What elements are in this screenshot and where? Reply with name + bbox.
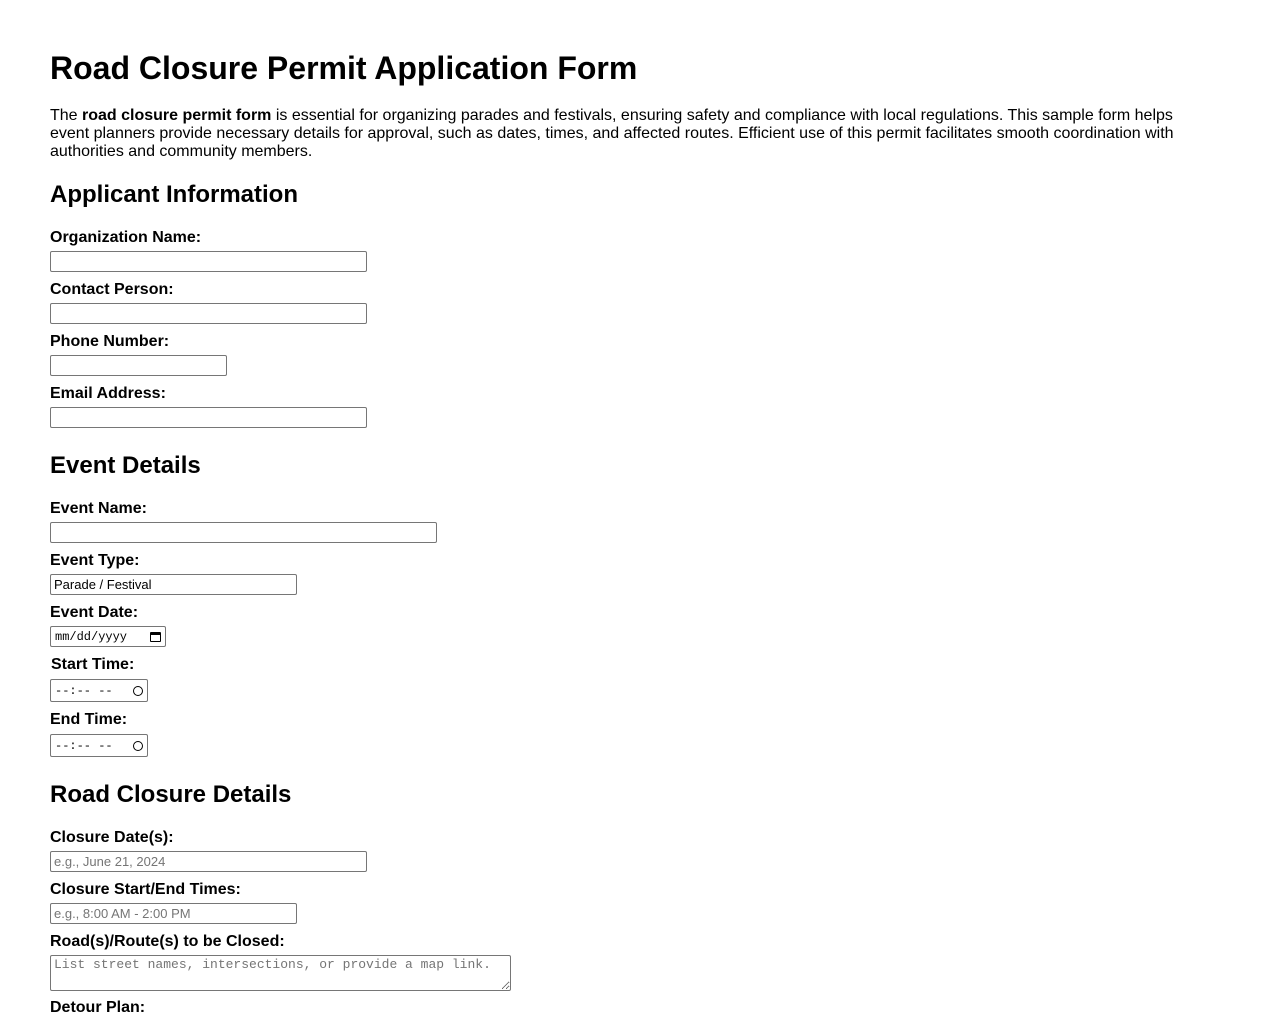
phone-label: Phone Number: (50, 333, 170, 350)
closure-dates-input[interactable] (50, 851, 367, 872)
contact-label: Contact Person: (50, 281, 174, 298)
clock-icon[interactable] (133, 741, 143, 751)
event-date-input[interactable] (50, 626, 166, 647)
event-name-label: Event Name: (50, 500, 147, 517)
start-time-input[interactable] (50, 679, 148, 702)
end-time-input[interactable] (50, 734, 148, 757)
closure-heading: Road Closure Details (50, 781, 292, 808)
event-type-input[interactable] (50, 574, 297, 595)
org-label: Organization Name: (50, 229, 202, 246)
calendar-icon[interactable] (150, 632, 161, 642)
page-title: Road Closure Permit Application Form (50, 50, 638, 86)
event-type-label: Event Type: (50, 552, 140, 569)
date-placeholder: mm/dd/yyyy (55, 629, 128, 644)
roads-textarea[interactable] (50, 955, 511, 991)
intro-before: The (50, 107, 83, 124)
detour-label: Detour Plan: (50, 999, 146, 1016)
time-placeholder: --:-- -- (55, 683, 113, 698)
event-date-label: Event Date: (50, 604, 139, 621)
applicant-heading: Applicant Information (50, 181, 298, 208)
intro-text (50, 107, 1190, 161)
event-name-input[interactable] (50, 522, 437, 543)
phone-input[interactable] (50, 355, 227, 376)
closure-dates-label: Closure Date(s): (50, 829, 174, 846)
roads-label: Road(s)/Route(s) to be Closed: (50, 933, 285, 950)
closure-times-label: Closure Start/End Times: (50, 881, 241, 898)
clock-icon[interactable] (133, 686, 143, 696)
intro-bold: road closure permit form (82, 107, 272, 124)
closure-times-input[interactable] (50, 903, 297, 924)
org-input[interactable] (50, 251, 367, 272)
start-time-label: Start Time: (51, 656, 135, 673)
end-time-label: End Time: (50, 711, 128, 728)
email-label: Email Address: (50, 385, 166, 402)
time-placeholder: --:-- -- (55, 738, 113, 753)
email-input[interactable] (50, 407, 367, 428)
contact-input[interactable] (50, 303, 367, 324)
event-heading: Event Details (50, 452, 201, 479)
intro-after: is essential for organizing parades and festivals, ensuring safety and compliance with local regulations. This sample form helps event planners provide necessary details for approval, such as dates, times, and affected routes. Efficient use of this permit facilitates smooth coordination with authorities and community members. (50, 107, 1174, 160)
